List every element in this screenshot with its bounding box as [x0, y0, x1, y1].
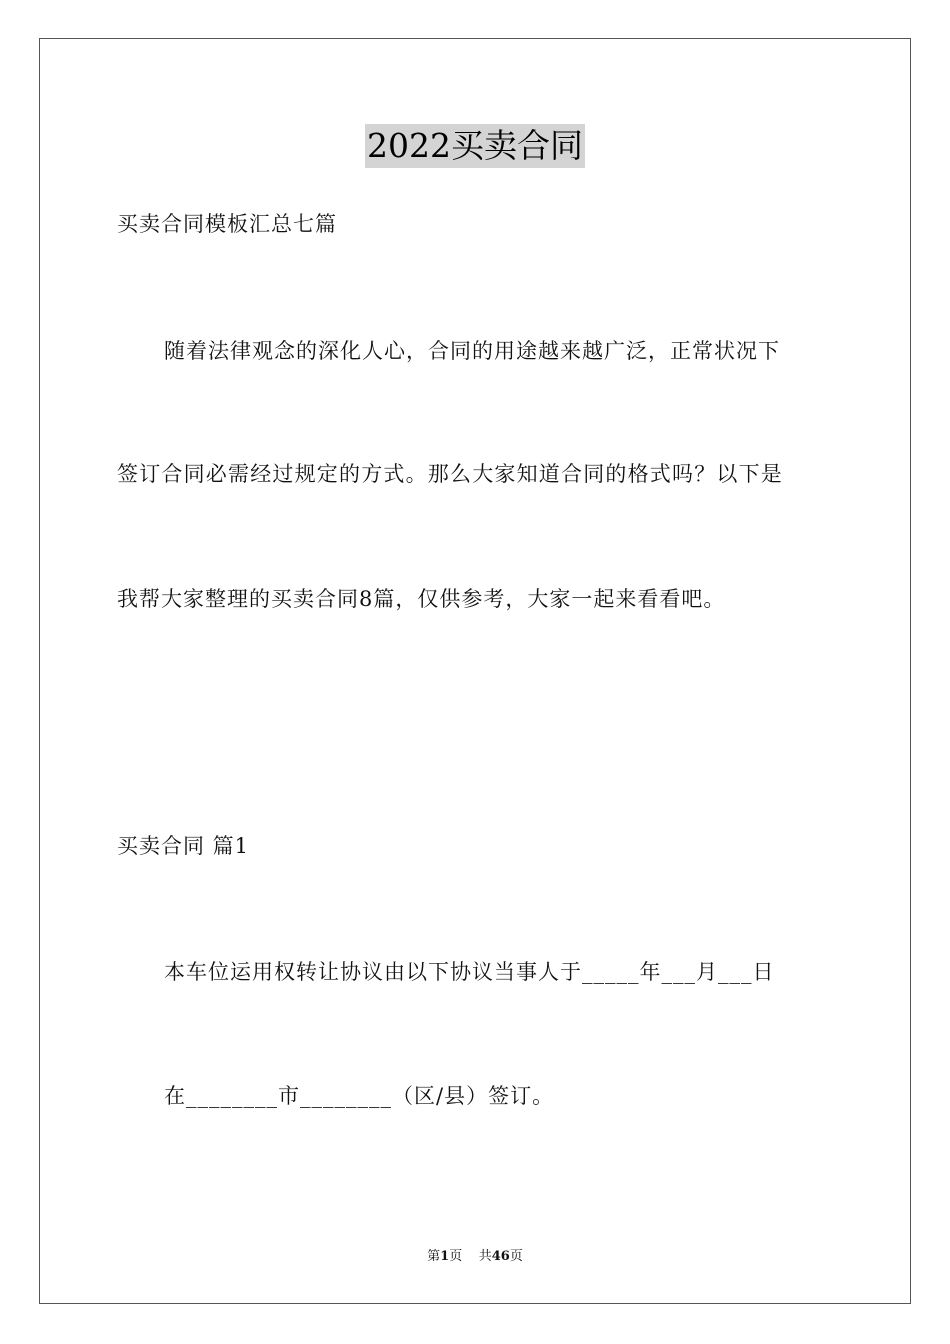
footer-total-suffix: 页 [509, 1249, 523, 1264]
title-wrap [0, 124, 950, 168]
page-footer [0, 1248, 950, 1266]
footer-page-number: 1 [440, 1249, 450, 1264]
footer-page-prefix: 第 [427, 1249, 441, 1264]
section-line-2: 在________市________（区/县）签订。 [164, 1084, 555, 1108]
intro-line-3: 我帮大家整理的买卖合同8篇，仅供参考，大家一起来看看吧。 [117, 587, 726, 611]
document-subtitle: 买卖合同模板汇总七篇 [117, 212, 337, 236]
intro-line-2: 签订合同必需经过规定的方式。那么大家知道合同的格式吗？以下是 [117, 462, 783, 486]
intro-line-1: 随着法律观念的深化人心，合同的用途越来越广泛，正常状况下 [164, 339, 780, 363]
footer-total-pages: 46 [491, 1249, 510, 1264]
section-line-1: 本车位运用权转让协议由以下协议当事人于_____年___月___日 [164, 960, 775, 984]
footer-total-prefix: 共 [478, 1249, 492, 1264]
footer-page-suffix: 页 [449, 1249, 463, 1264]
section-heading: 买卖合同 篇1 [117, 834, 250, 858]
document-title: 2022买卖合同 [365, 124, 585, 168]
